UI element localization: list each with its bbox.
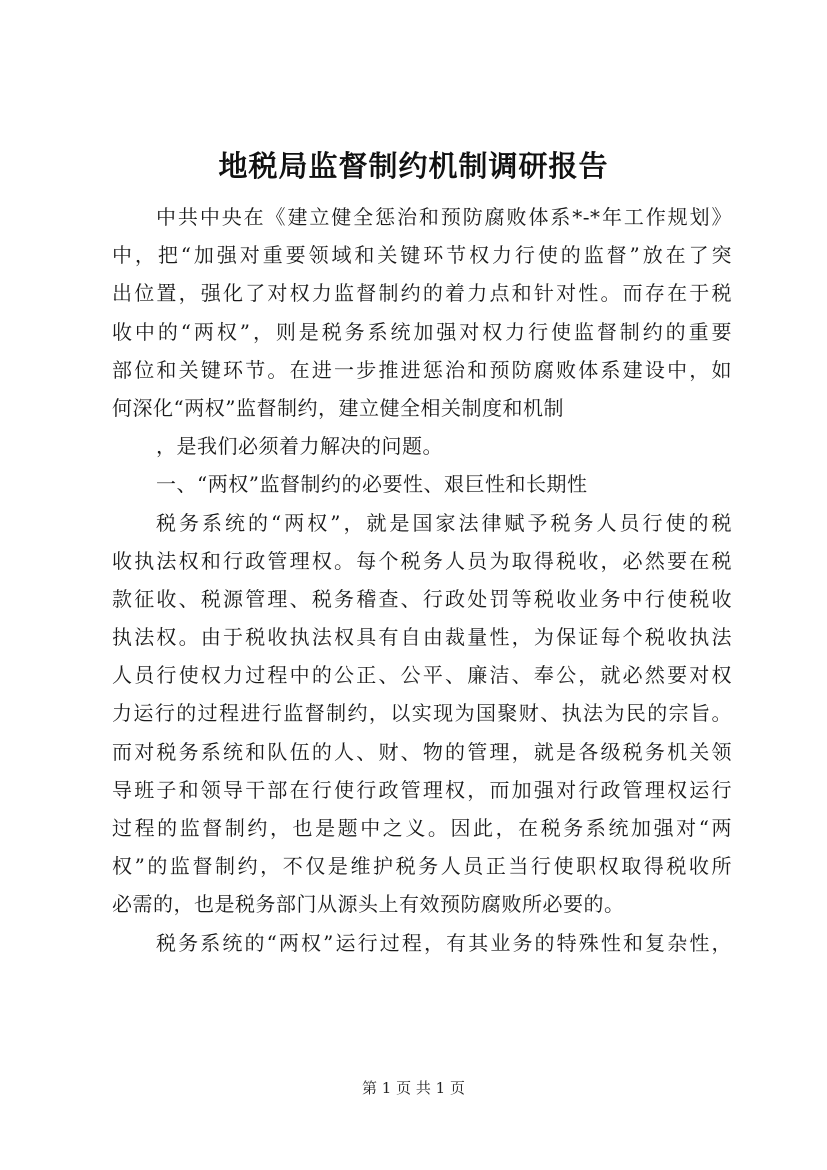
- body-line: 必需的，也是税务部门从源头上有效预防腐败所必要的。: [112, 892, 625, 917]
- body-line: 人员行使权力过程中的公正、公平、廉洁、奉公，就必然要对权: [112, 663, 732, 688]
- body-line: 何深化“两权”监督制约，建立健全相关制度和机制: [112, 395, 564, 420]
- body-line: 收执法权和行政管理权。每个税务人员为取得税收，必然要在税: [112, 548, 732, 573]
- body-line: 权”的监督制约，不仅是维护税务人员正当行使职权取得税收所: [112, 854, 732, 879]
- body-line: 中共中央在《建立健全惩治和预防腐败体系*-*年工作规划》: [156, 205, 732, 229]
- document-title: 地税局监督制约机制调研报告: [218, 149, 609, 183]
- body-line: 过程的监督制约，也是题中之义。因此，在税务系统加强对“两: [112, 816, 732, 840]
- page-footer: 第 1 页 共 1 页: [362, 1079, 465, 1097]
- body-line: 执法权。由于税收执法权具有自由裁量性，为保证每个税收执法: [112, 625, 732, 650]
- body-line: 中，把“加强对重要领域和关键环节权力行使的监督”放在了突: [112, 243, 732, 268]
- body-line: 税务系统的“两权”，就是国家法律赋予税务人员行使的税: [156, 510, 732, 535]
- body-line: 部位和关键环节。在进一步推进惩治和预防腐败体系建设中，如: [112, 357, 732, 382]
- body-line: 税务系统的“两权”运行过程，有其业务的特殊性和复杂性，: [156, 930, 732, 955]
- body-line: ，是我们必须着力解决的问题。: [156, 434, 443, 459]
- body-line: 出位置，强化了对权力监督制约的着力点和针对性。而存在于税: [112, 281, 732, 306]
- body-line: 而对税务系统和队伍的人、财、物的管理，就是各级税务机关领: [112, 739, 732, 764]
- body-line: 导班子和领导干部在行使行政管理权，而加强对行政管理权运行: [112, 777, 732, 802]
- body-line: 款征收、税源管理、税务稽查、行政处罚等税收业务中行使税收: [112, 586, 732, 611]
- body-line: 力运行的过程进行监督制约，以实现为国聚财、执法为民的宗旨。: [112, 701, 732, 726]
- body-line: 收中的“两权”，则是税务系统加强对权力行使监督制约的重要: [112, 319, 732, 344]
- body-line: 一、“两权”监督制约的必要性、艰巨性和长期性: [156, 472, 588, 497]
- document-body: [112, 198, 732, 962]
